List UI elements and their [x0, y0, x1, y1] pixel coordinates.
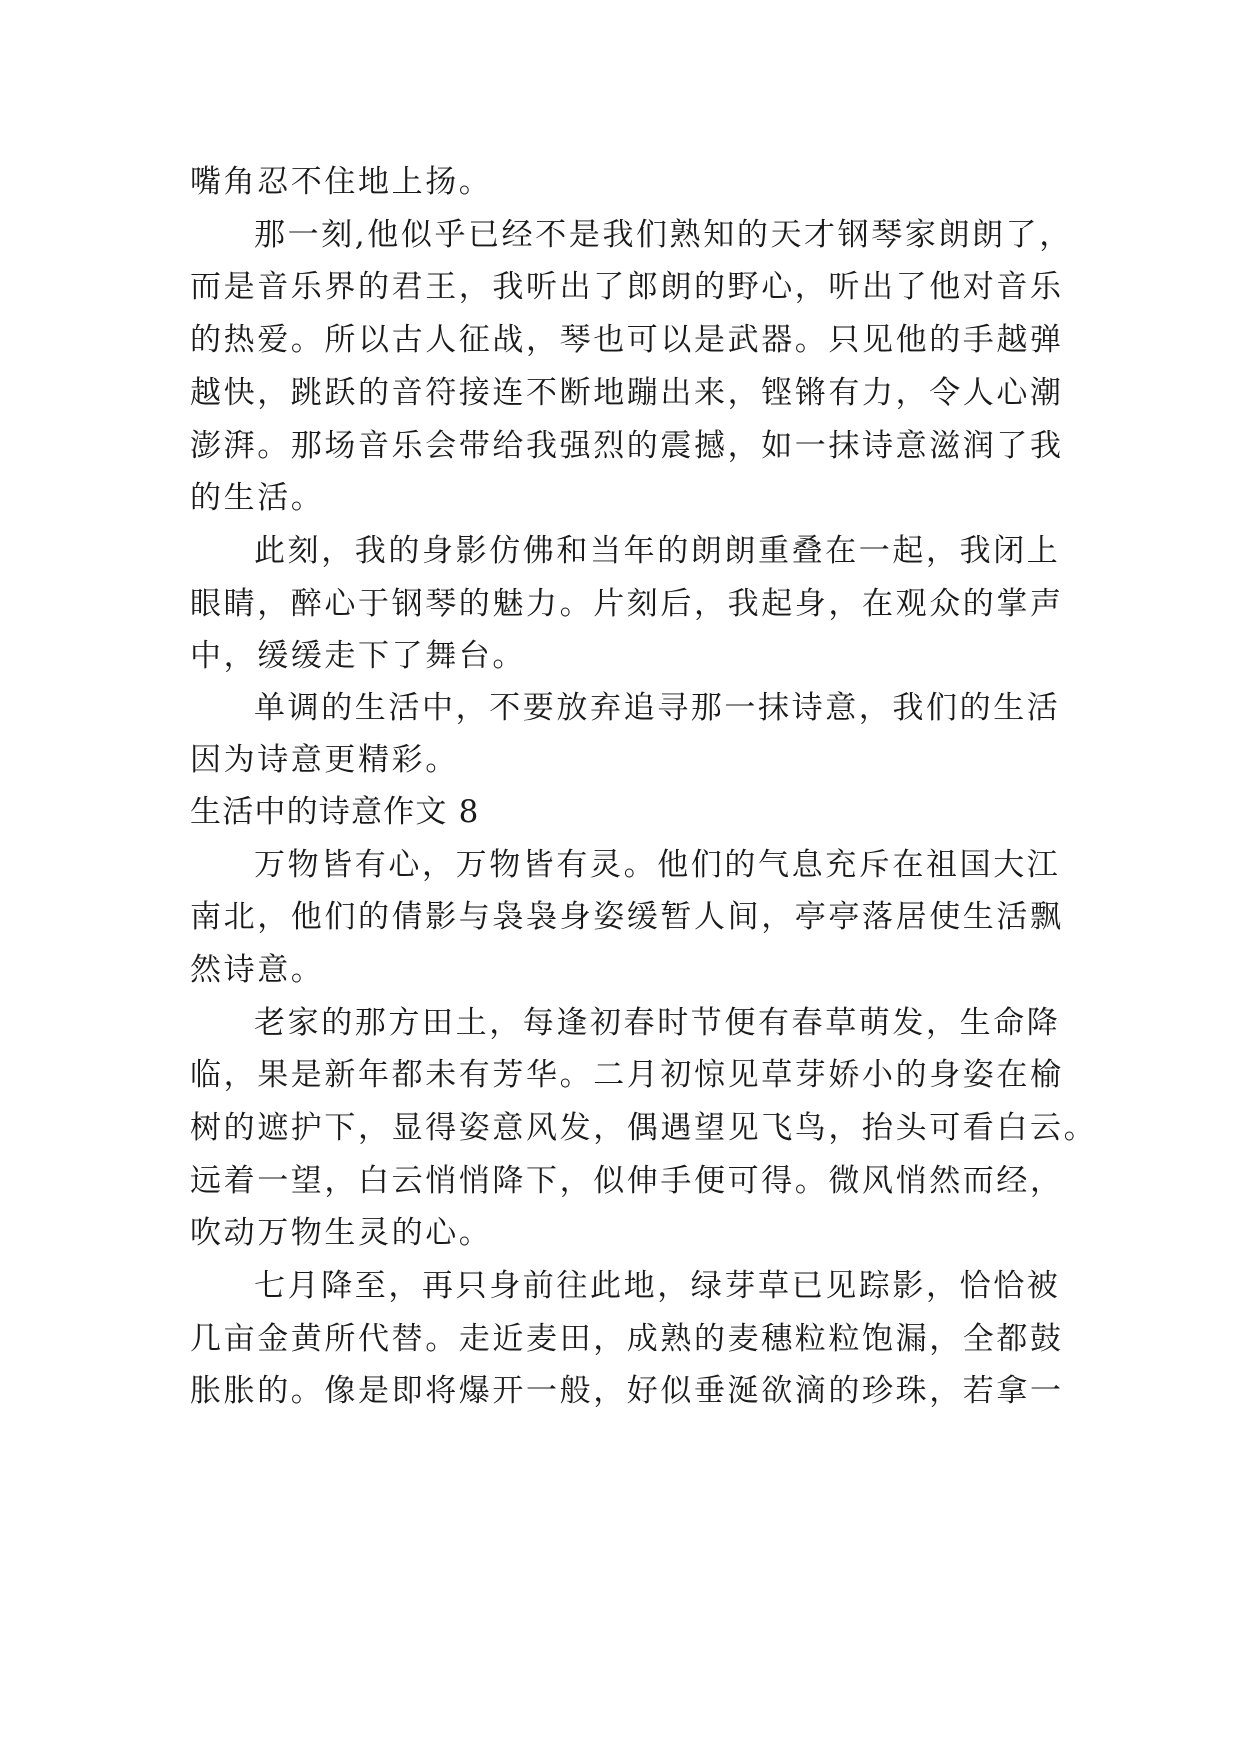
paragraph-start-line: 万物皆有心，万物皆有灵。他们的气息充斥在祖国大江 — [254, 847, 1061, 883]
text-line: 吹动万物生灵的心。 — [190, 1215, 493, 1251]
text-line: 嘴角忍不住地上扬。 — [190, 164, 493, 200]
text-line: 南北，他们的倩影与袅袅身姿缓暂人间，亭亭落居使生活飘 — [190, 899, 1064, 935]
text-line: 树的遮护下，显得姿意风发，偶遇望见飞鸟，抬头可看白云。 — [190, 1110, 1098, 1146]
paragraph-start-line: 此刻，我的身影仿佛和当年的朗朗重叠在一起，我闭上 — [254, 533, 1061, 569]
paragraph-start-line: 七月降至，再只身前往此地，绿芽草已见踪影，恰恰被 — [254, 1268, 1061, 1304]
text-line: 胀胀的。像是即将爆开一般，好似垂涎欲滴的珍珠，若拿一 — [190, 1373, 1064, 1409]
text-line: 远着一望，白云悄悄降下，似伸手便可得。微风悄然而经， — [190, 1163, 1064, 1199]
text-line: 几亩金黄所代替。走近麦田，成熟的麦穗粒粒饱漏，全都鼓 — [190, 1321, 1064, 1357]
text-line: 的生活。 — [190, 480, 325, 516]
text-line: 眼睛，醉心于钢琴的魅力。片刻后，我起身，在观众的掌声 — [190, 586, 1064, 622]
text-line: 越快，跳跃的音符接连不断地蹦出来，铿锵有力，令人心潮 — [190, 375, 1064, 411]
paragraph-start-line: 那一刻,他似乎已经不是我们熟知的天才钢琴家朗朗了， — [254, 217, 1073, 253]
section-heading: 生活中的诗意作文 8 — [190, 794, 480, 830]
paragraph-start-line: 老家的那方田土，每逢初春时节便有春草萌发，生命降 — [254, 1005, 1061, 1041]
text-line: 中，缓缓走下了舞台。 — [190, 638, 526, 674]
text-line: 而是音乐界的君王，我听出了郎朗的野心，听出了他对音乐 — [190, 269, 1064, 305]
text-line: 的热爱。所以古人征战，琴也可以是武器。只见他的手越弹 — [190, 322, 1064, 358]
paragraph-start-line: 单调的生活中，不要放弃追寻那一抹诗意，我们的生活 — [254, 690, 1061, 726]
text-line: 然诗意。 — [190, 952, 325, 988]
text-line: 临，果是新年都未有芳华。二月初惊见草芽娇小的身姿在榆 — [190, 1057, 1064, 1093]
text-line: 澎湃。那场音乐会带给我强烈的震撼，如一抹诗意滋润了我 — [190, 428, 1064, 464]
text-line: 因为诗意更精彩。 — [190, 742, 459, 778]
